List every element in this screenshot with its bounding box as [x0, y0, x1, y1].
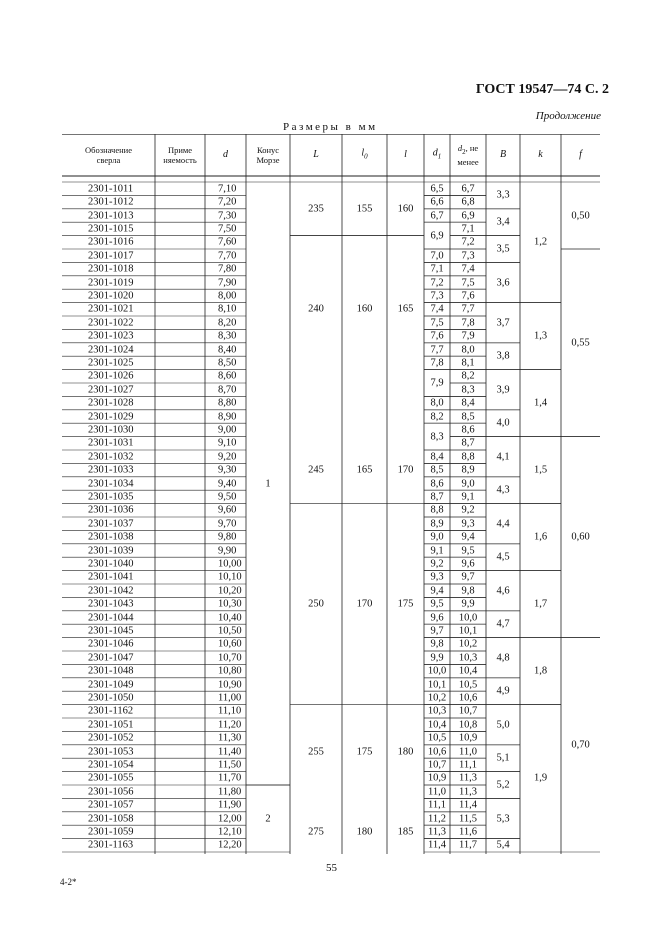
l0-cell: 160 [356, 303, 373, 315]
designation-cell: 2301-1022 [88, 317, 134, 329]
d2-cell: 6,8 [461, 196, 475, 208]
B-cell: 3,6 [496, 277, 510, 288]
d-cell: 12,00 [218, 813, 242, 824]
designation-cell: 2301-1034 [88, 478, 134, 489]
d2-cell: 11,6 [459, 826, 477, 838]
d1-cell: 9,3 [430, 571, 444, 583]
designation-cell: 2301-1036 [88, 504, 134, 516]
d2-cell: 11,7 [459, 839, 477, 851]
d1-cell: 8,2 [430, 411, 444, 422]
B-cell: 5,3 [496, 813, 510, 824]
designation-cell: 2301-1041 [88, 571, 134, 583]
designation-cell: 2301-1056 [88, 786, 134, 798]
d-cell: 11,80 [218, 786, 242, 798]
d2-cell: 11,4 [459, 799, 477, 811]
d-cell: 7,50 [218, 223, 237, 235]
morse-cone-cell: 1 [265, 478, 271, 489]
d-cell: 11,30 [218, 732, 242, 744]
d1-cell: 7,5 [430, 317, 444, 329]
designation-cell: 2301-1026 [88, 370, 134, 382]
d2-cell: 9,9 [461, 598, 475, 610]
d-cell: 9,20 [218, 451, 237, 463]
d-cell: 10,10 [218, 571, 242, 583]
d1-cell: 11,3 [428, 826, 446, 838]
d-cell: 11,50 [218, 759, 242, 771]
d2-cell: 9,3 [461, 518, 475, 530]
B-cell: 4,5 [496, 551, 510, 563]
designation-cell: 2301-1039 [88, 545, 134, 556]
col-l0-header: $l_0$ [361, 147, 368, 161]
designation-cell: 2301-1163 [88, 839, 134, 851]
d1-cell: 6,5 [430, 183, 444, 195]
d2-cell: 8,6 [461, 424, 475, 436]
k-cell: 1,3 [533, 330, 548, 342]
l0-cell: 165 [356, 464, 373, 476]
designation-cell: 2301-1013 [88, 210, 134, 221]
d-cell: 10,60 [218, 638, 242, 650]
d1-cell: 7,9 [430, 377, 444, 389]
d2-cell: 9,2 [461, 504, 475, 516]
d2-cell: 8,2 [461, 370, 475, 382]
d1-cell: 10,7 [427, 759, 447, 771]
d1-cell: 9,1 [430, 545, 444, 556]
B-cell: 3,5 [496, 243, 510, 255]
d1-cell: 10,1 [427, 679, 447, 690]
table-grid-lines [62, 134, 600, 854]
L-cell: 240 [308, 303, 324, 315]
d2-cell: 7,9 [461, 330, 475, 342]
col-l-header: l [404, 149, 407, 160]
d-cell: 7,10 [218, 183, 237, 195]
k-cell: 1,7 [533, 598, 548, 610]
d1-cell: 10,9 [427, 772, 447, 784]
d1-cell: 9,2 [430, 558, 444, 570]
gost-header: ГОСТ 19547—74 С. 2 [475, 82, 609, 97]
designation-cell: 2301-1055 [88, 772, 134, 784]
col-L-header: L [313, 149, 319, 160]
B-cell: 5,0 [496, 719, 510, 731]
col-d2-header: $d_2$, не менее [457, 143, 479, 167]
l0-cell: 170 [356, 598, 373, 610]
d1-cell: 8,4 [430, 451, 444, 463]
designation-cell: 2301-1016 [88, 236, 134, 248]
d2-cell: 8,1 [461, 357, 475, 369]
d2-cell: 10,7 [458, 705, 478, 717]
designation-cell: 2301-1019 [88, 277, 134, 288]
designation-cell: 2301-1037 [88, 518, 134, 530]
B-cell: 5,1 [496, 752, 510, 764]
l0-cell: 155 [356, 203, 373, 215]
designation-cell: 2301-1025 [88, 357, 134, 369]
B-cell: 4,0 [496, 417, 510, 429]
d2-cell: 6,7 [461, 183, 475, 195]
d-cell: 8,50 [218, 357, 237, 369]
d1-cell: 6,6 [430, 196, 444, 208]
d-cell: 12,20 [218, 839, 242, 851]
k-cell: 1,4 [533, 397, 548, 409]
d1-cell: 10,3 [427, 705, 447, 717]
d1-cell: 9,5 [430, 598, 444, 610]
d2-cell: 11,5 [459, 813, 477, 824]
d1-cell: 8,3 [430, 431, 444, 443]
L-cell: 275 [308, 826, 324, 838]
B-cell: 4,4 [496, 518, 510, 530]
designation-cell: 2301-1042 [88, 585, 134, 597]
d2-cell: 7,6 [461, 290, 475, 302]
d1-cell: 7,7 [430, 344, 444, 355]
B-cell: 4,7 [496, 618, 510, 630]
l0-cell: 180 [356, 826, 373, 838]
designation-cell: 2301-1030 [88, 424, 134, 436]
d-cell: 10,30 [218, 598, 242, 610]
d1-cell: 8,5 [430, 464, 444, 476]
l-cell: 165 [397, 303, 414, 315]
d2-cell: 9,6 [461, 558, 475, 570]
col-f-header: f [579, 149, 582, 160]
d-cell: 9,30 [218, 464, 237, 476]
designation-cell: 2301-1027 [88, 384, 134, 396]
designation-cell: 2301-1015 [88, 223, 134, 235]
l-cell: 185 [397, 826, 414, 838]
d1-cell: 6,7 [430, 210, 444, 221]
k-cell: 1,5 [533, 464, 548, 476]
d2-cell: 11,3 [459, 786, 477, 798]
d-cell: 8,10 [218, 303, 237, 315]
d2-cell: 10,2 [458, 638, 478, 650]
designation-cell: 2301-1053 [88, 746, 134, 757]
designation-cell: 2301-1045 [88, 625, 134, 637]
d1-cell: 11,4 [428, 839, 446, 851]
d-cell: 9,10 [218, 437, 237, 449]
d-cell: 7,70 [218, 250, 237, 262]
d-cell: 9,50 [218, 491, 237, 503]
d1-cell: 10,6 [427, 746, 447, 757]
d1-cell: 8,7 [430, 491, 444, 503]
L-cell: 245 [308, 464, 324, 476]
designation-cell: 2301-1038 [88, 531, 134, 543]
designation-cell: 2301-1052 [88, 732, 134, 744]
d1-cell: 9,9 [430, 652, 444, 664]
B-cell: 3,8 [496, 350, 510, 362]
designation-cell: 2301-1043 [88, 598, 134, 610]
d1-cell: 8,8 [430, 504, 444, 516]
d-cell: 9,00 [218, 424, 237, 436]
designation-cell: 2301-1044 [88, 612, 134, 623]
d2-cell: 10,0 [458, 612, 478, 623]
d1-cell: 10,4 [427, 719, 447, 731]
designation-cell: 2301-1035 [88, 491, 134, 503]
designation-cell: 2301-1040 [88, 558, 134, 570]
d2-cell: 7,1 [461, 223, 475, 235]
d1-cell: 9,4 [430, 585, 444, 597]
d2-cell: 10,8 [458, 719, 478, 731]
designation-cell: 2301-1032 [88, 451, 134, 463]
d-cell: 8,60 [218, 370, 237, 382]
designation-cell: 2301-1017 [88, 250, 134, 262]
L-cell: 255 [308, 746, 324, 757]
k-cell: 1,8 [533, 665, 548, 677]
d-cell: 8,90 [218, 411, 237, 422]
d-cell: 9,70 [218, 518, 237, 530]
designation-cell: 2301-1024 [88, 344, 134, 355]
d1-cell: 9,6 [430, 612, 444, 623]
d2-cell: 7,8 [461, 317, 475, 329]
d1-cell: 7,6 [430, 330, 444, 342]
d1-cell: 7,4 [430, 303, 444, 315]
B-cell: 4,3 [496, 484, 510, 496]
d-cell: 7,80 [218, 263, 237, 275]
d-cell: 9,40 [218, 478, 237, 489]
d-cell: 10,80 [218, 665, 242, 677]
d1-cell: 7,2 [430, 277, 444, 288]
d2-cell: 8,5 [461, 411, 475, 422]
B-cell: 3,4 [496, 216, 510, 228]
d2-cell: 8,9 [461, 464, 475, 476]
col-B-header: B [499, 149, 507, 160]
d2-cell: 7,2 [461, 236, 475, 248]
d-cell: 8,00 [218, 290, 237, 302]
designation-cell: 2301-1050 [88, 692, 134, 704]
drill-table [62, 134, 600, 854]
L-cell: 250 [308, 598, 324, 610]
d-cell: 7,30 [218, 210, 237, 221]
d-cell: 8,20 [218, 317, 237, 329]
d-cell: 10,50 [218, 625, 242, 637]
designation-cell: 2301-1057 [88, 799, 134, 811]
d2-cell: 8,3 [461, 384, 475, 396]
designation-cell: 2301-1049 [88, 679, 134, 690]
designation-cell: 2301-1048 [88, 665, 134, 677]
B-cell: 4,9 [496, 685, 510, 697]
designation-cell: 2301-1047 [88, 652, 134, 664]
footer-mark: 4-2* [60, 877, 77, 887]
d-cell: 8,80 [218, 397, 237, 409]
designation-cell: 2301-1023 [88, 330, 134, 342]
d-cell: 10,90 [218, 679, 242, 690]
col-applicability-header: Приме няемость [163, 145, 197, 165]
f-cell: 0,70 [571, 739, 590, 751]
d1-cell: 9,0 [430, 531, 444, 543]
d-cell: 12,10 [218, 826, 242, 838]
d1-cell: 10,0 [427, 665, 447, 677]
d2-cell: 10,9 [458, 732, 478, 744]
d2-cell: 9,1 [461, 491, 475, 503]
l-cell: 170 [397, 464, 414, 476]
col-d-header: d [223, 149, 228, 160]
col-k-header: k [538, 149, 543, 160]
d2-cell: 11,0 [459, 746, 477, 757]
d-cell: 7,90 [218, 277, 237, 288]
col-morse-header: Конус Морзе [256, 145, 280, 165]
d2-cell: 10,1 [458, 625, 478, 637]
d2-cell: 8,0 [461, 344, 475, 355]
d1-cell: 7,3 [430, 290, 444, 302]
B-cell: 3,3 [496, 189, 510, 201]
designation-cell: 2301-1058 [88, 813, 134, 824]
l-cell: 175 [397, 598, 414, 610]
L-cell: 235 [308, 203, 324, 215]
d1-cell: 7,8 [430, 357, 444, 369]
d1-cell: 7,1 [430, 263, 444, 275]
designation-cell: 2301-1021 [88, 303, 134, 315]
B-cell: 5,4 [496, 839, 510, 851]
l-cell: 160 [397, 203, 414, 215]
f-cell: 0,50 [571, 210, 590, 221]
designation-cell: 2301-1051 [88, 719, 134, 731]
d2-cell: 10,6 [458, 692, 478, 704]
d2-cell: 10,5 [458, 679, 478, 690]
col-designation-header: Обозначение сверла [85, 145, 132, 165]
d2-cell: 10,3 [458, 652, 478, 664]
B-cell: 4,8 [496, 652, 510, 664]
d2-cell: 7,5 [461, 277, 475, 288]
d2-cell: 8,8 [461, 451, 475, 463]
d-cell: 11,70 [218, 772, 242, 784]
designation-cell: 2301-1012 [88, 196, 134, 208]
designation-cell: 2301-1029 [88, 411, 134, 422]
d1-cell: 10,2 [427, 692, 447, 704]
l0-cell: 175 [356, 746, 373, 757]
d-cell: 11,40 [218, 746, 242, 757]
col-d1-header: $d_1$ [432, 147, 442, 161]
d2-cell: 8,7 [461, 437, 475, 449]
d-cell: 9,80 [218, 531, 237, 543]
l-cell: 180 [397, 746, 414, 757]
d1-cell: 8,9 [430, 518, 444, 530]
designation-cell: 2301-1162 [88, 705, 134, 717]
d2-cell: 9,5 [461, 545, 475, 556]
designation-cell: 2301-1031 [88, 437, 134, 449]
d1-cell: 6,9 [430, 230, 444, 242]
designation-cell: 2301-1046 [88, 638, 134, 650]
d2-cell: 10,4 [458, 665, 478, 677]
d1-cell: 9,8 [430, 638, 444, 650]
designation-cell: 2301-1028 [88, 397, 134, 409]
B-cell: 3,7 [496, 317, 510, 329]
designation-cell: 2301-1033 [88, 464, 134, 476]
d1-cell: 8,6 [430, 478, 444, 489]
d-cell: 10,40 [218, 612, 242, 623]
d1-cell: 11,2 [428, 813, 446, 824]
d-cell: 11,00 [218, 692, 242, 704]
d-cell: 11,20 [218, 719, 242, 731]
d-cell: 10,00 [218, 558, 242, 570]
designation-cell: 2301-1059 [88, 826, 134, 838]
k-cell: 1,6 [533, 531, 548, 543]
d2-cell: 6,9 [461, 210, 475, 221]
d-cell: 11,10 [218, 705, 242, 717]
d-cell: 10,70 [218, 652, 242, 664]
d2-cell: 11,3 [459, 772, 477, 784]
d2-cell: 7,7 [461, 303, 475, 315]
d1-cell: 8,0 [430, 397, 444, 409]
k-cell: 1,2 [533, 236, 548, 248]
designation-cell: 2301-1020 [88, 290, 134, 302]
B-cell: 3,9 [496, 384, 510, 396]
d-cell: 10,20 [218, 585, 242, 597]
B-cell: 5,2 [496, 779, 510, 791]
d-cell: 8,40 [218, 344, 237, 355]
f-cell: 0,55 [571, 337, 590, 349]
d2-cell: 11,1 [459, 759, 477, 771]
d2-cell: 7,3 [461, 250, 475, 262]
d2-cell: 9,0 [461, 478, 475, 489]
designation-cell: 2301-1054 [88, 759, 134, 771]
units-label: Размеры в мм [283, 121, 378, 133]
d2-cell: 9,4 [461, 531, 475, 543]
d-cell: 9,90 [218, 545, 237, 556]
d1-cell: 11,0 [428, 786, 446, 798]
d2-cell: 9,8 [461, 585, 475, 597]
d-cell: 7,60 [218, 236, 237, 248]
designation-cell: 2301-1011 [88, 183, 134, 195]
d2-cell: 7,4 [461, 263, 475, 275]
d2-cell: 9,7 [461, 571, 475, 583]
d-cell: 7,20 [218, 196, 237, 208]
d-cell: 8,70 [218, 384, 237, 396]
d1-cell: 11,1 [428, 799, 446, 811]
B-cell: 4,6 [496, 585, 510, 597]
d-cell: 8,30 [218, 330, 237, 342]
morse-cone-cell: 2 [265, 813, 271, 824]
d2-cell: 8,4 [461, 397, 475, 409]
B-cell: 4,1 [496, 451, 510, 463]
d-cell: 9,60 [218, 504, 237, 516]
f-cell: 0,60 [571, 531, 590, 543]
d1-cell: 9,7 [430, 625, 444, 637]
page-number: 55 [326, 862, 337, 874]
k-cell: 1,9 [533, 772, 548, 784]
d-cell: 11,90 [218, 799, 242, 811]
designation-cell: 2301-1018 [88, 263, 134, 275]
continuation-label: Продолжение [535, 110, 601, 122]
d1-cell: 10,5 [427, 732, 447, 744]
d1-cell: 7,0 [430, 250, 444, 262]
